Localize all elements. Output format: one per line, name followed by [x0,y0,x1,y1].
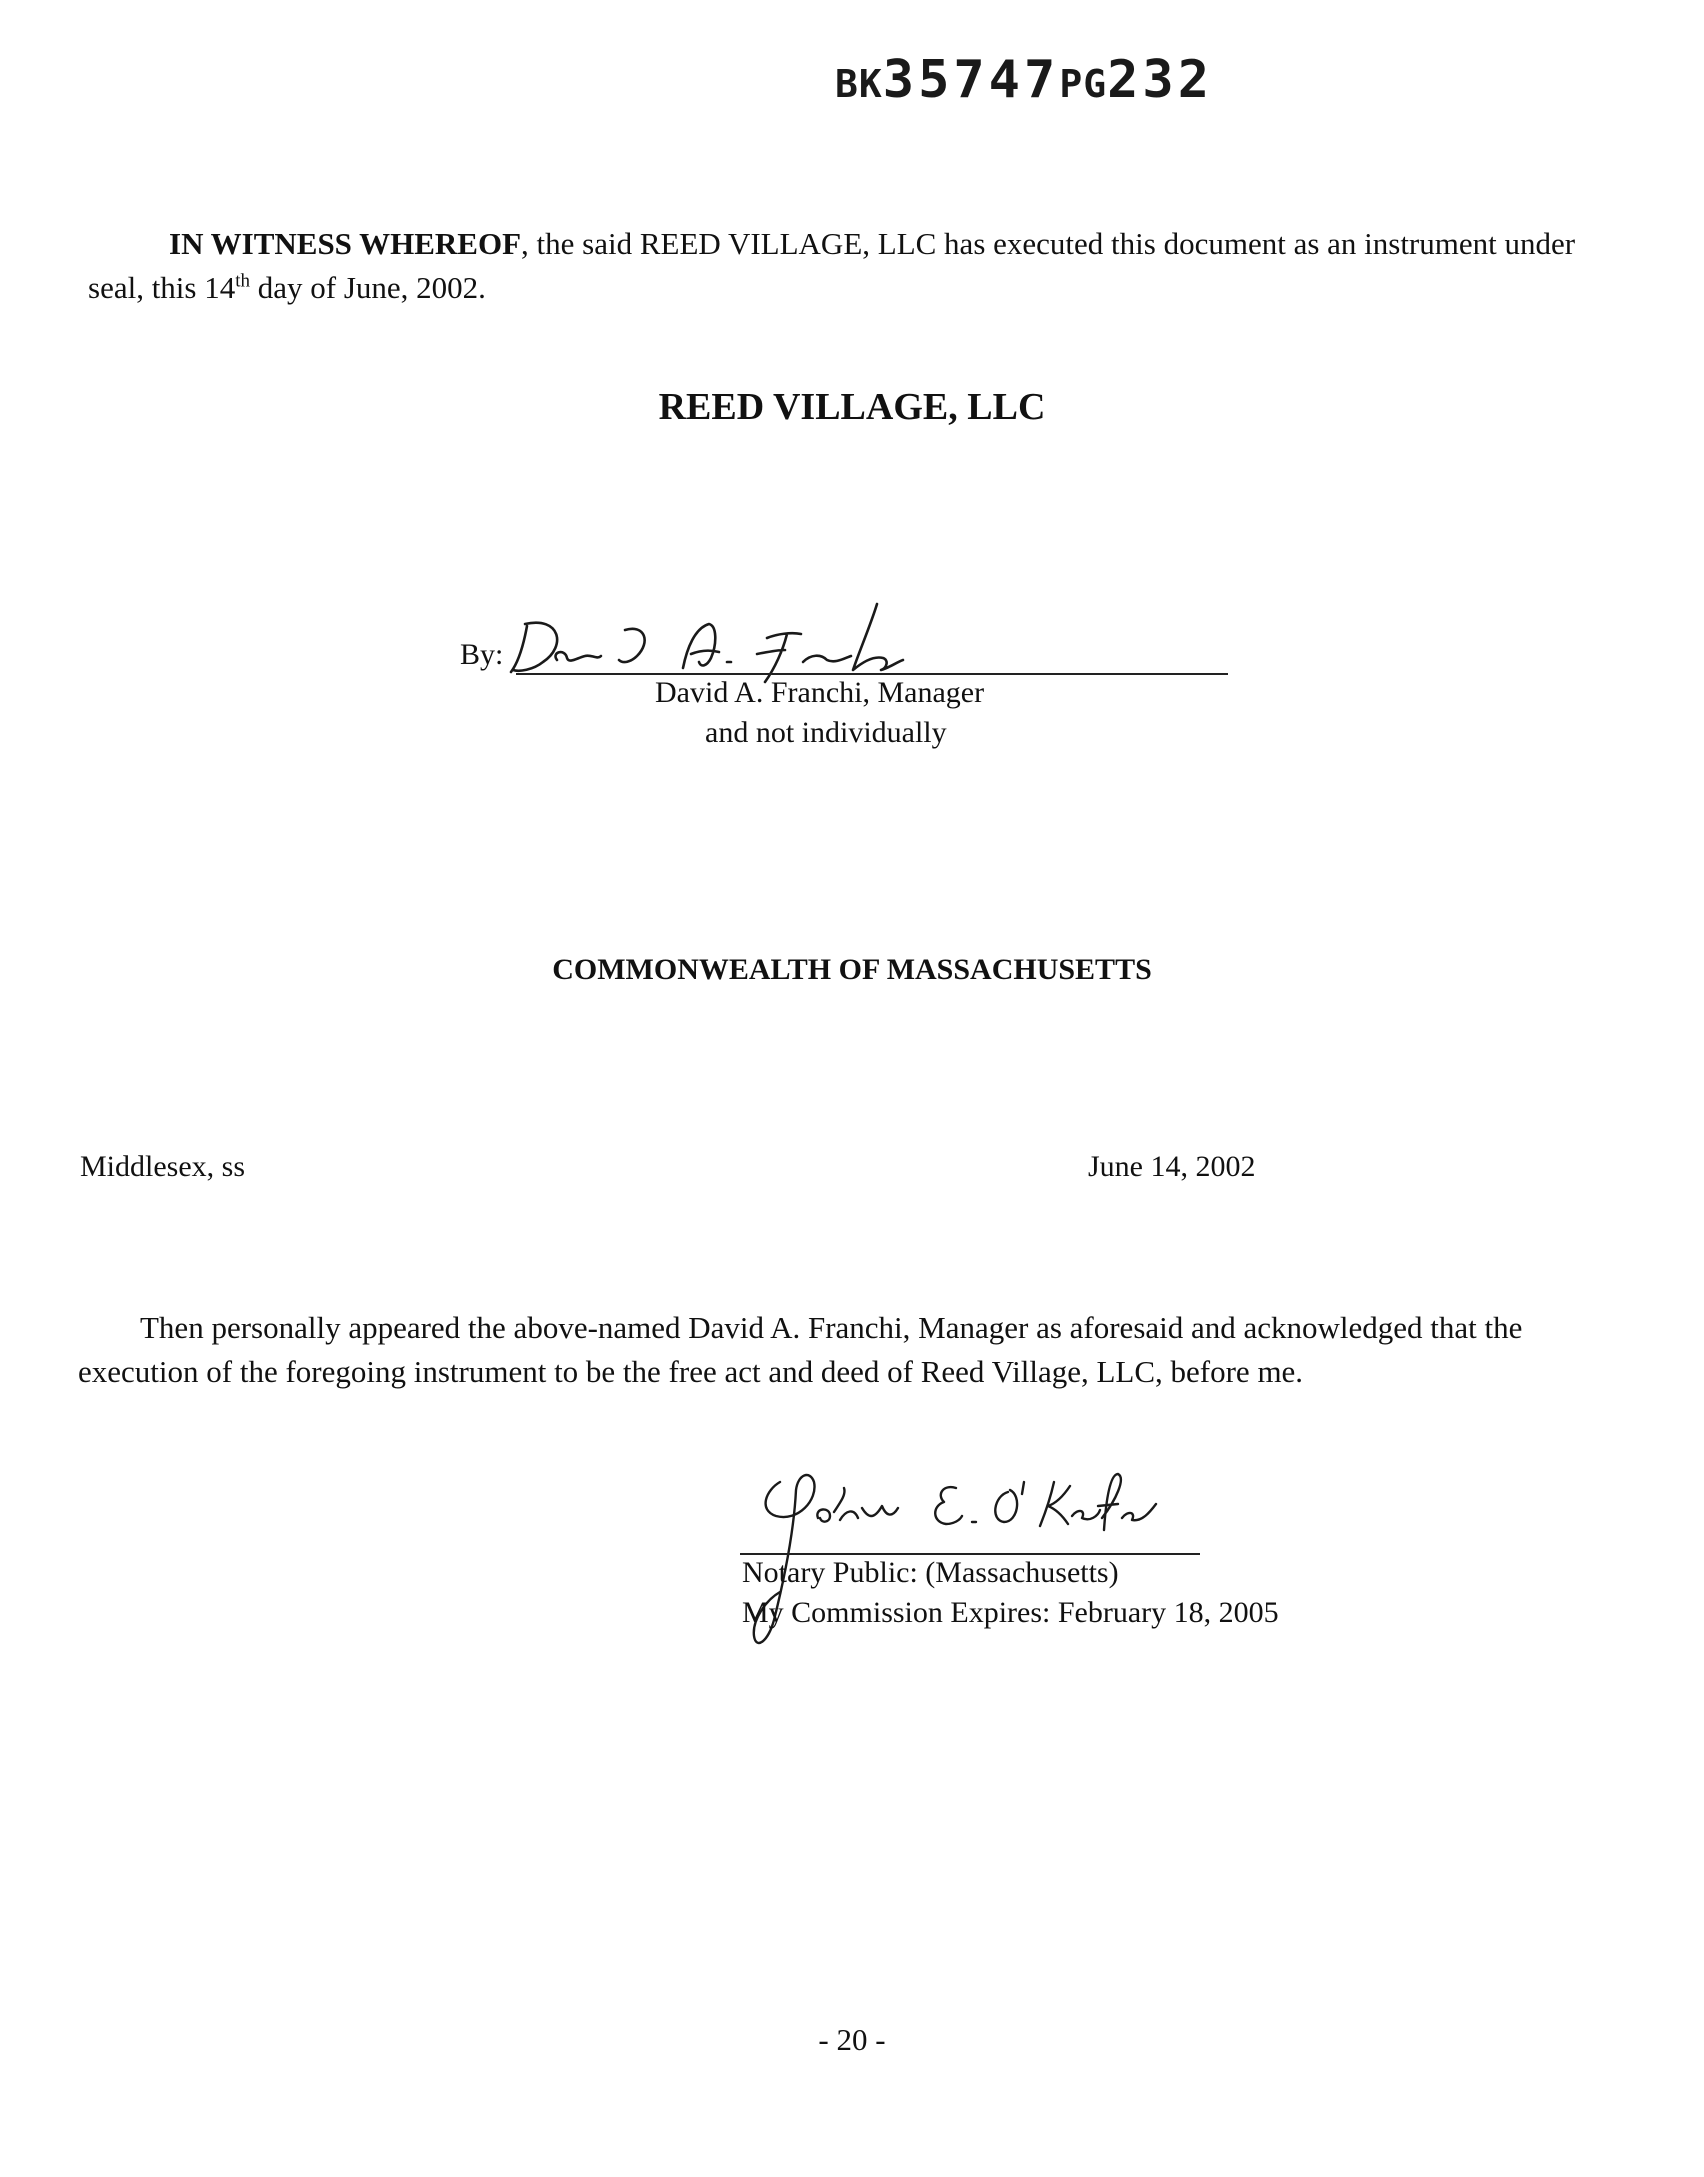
signer-name: David A. Franchi, Manager [655,676,985,709]
stamp-page-prefix: PG [1059,62,1108,106]
witness-lead: IN WITNESS WHEREOF [169,226,522,261]
commonwealth-heading: COMMONWEALTH OF MASSACHUSETTS [552,953,1152,986]
page-number: - 20 - [818,2022,886,2057]
by-label: By: [460,638,504,671]
venue-county: Middlesex, ss [80,1150,245,1183]
signer-note: and not individually [705,716,947,749]
witness-paragraph [88,222,1618,310]
notary-title: Notary Public: (Massachusetts) [742,1556,1119,1589]
witness-superscript: th [235,270,251,292]
stamp-book-number: 35747 [882,50,1060,110]
signature-line [516,673,1228,675]
stamp-book-prefix: BK [835,62,883,106]
witness-text-1: , the said REED VILLAGE, LLC has executed this document as an instrument under seal, this 14 [88,226,1576,305]
recording-stamp [835,50,1213,110]
acknowledgment-date: June 14, 2002 [1088,1150,1256,1183]
company-title: REED VILLAGE, LLC [658,386,1046,428]
witness-text-2: day of June, 2002. [250,270,486,305]
stamp-page-number: 232 [1107,50,1213,110]
notary-commission: My Commission Expires: February 18, 2005 [742,1596,1279,1629]
notary-signature-line [740,1553,1200,1555]
acknowledgment-paragraph [78,1306,1618,1394]
acknowledgment-text: Then personally appeared the above-named David A. Franchi, Manager as aforesaid and acknowledged that the execution of the foregoing instrument to be the free act and deed of Reed Village, LLC, before me. [78,1310,1523,1389]
